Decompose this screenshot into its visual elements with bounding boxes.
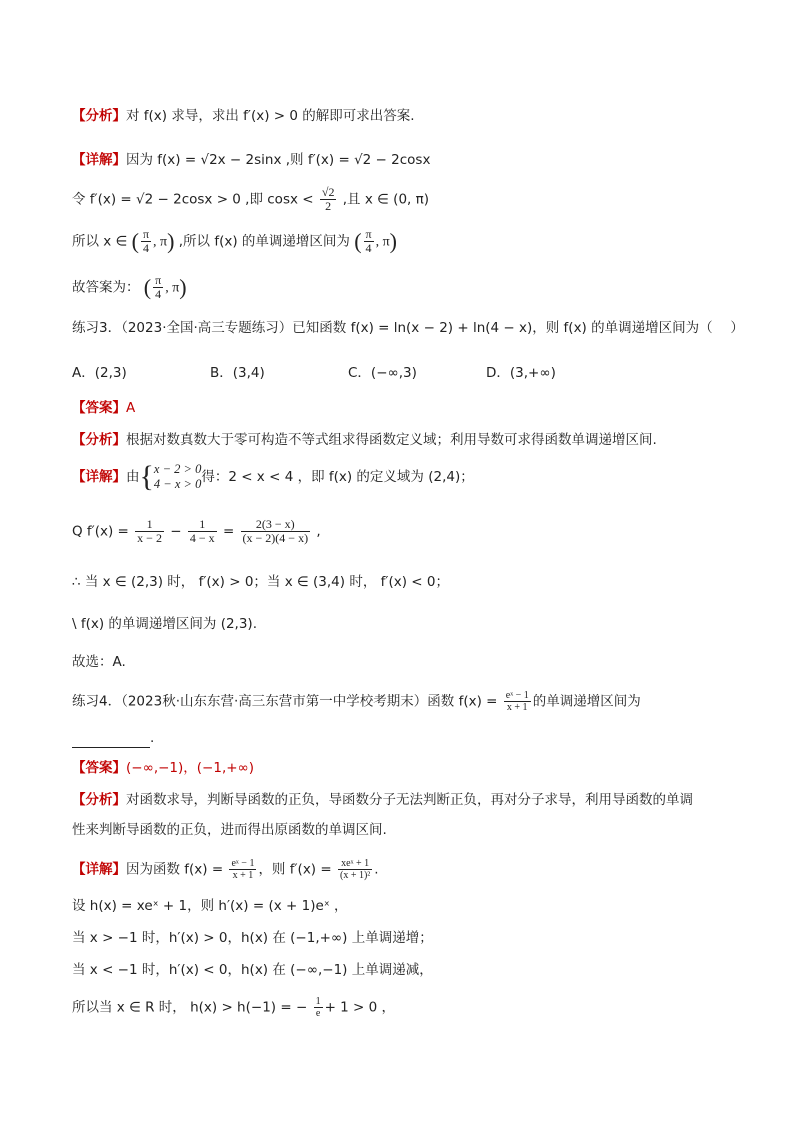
practice4-final (72, 996, 395, 1019)
practice3-question (72, 318, 744, 338)
detail-line-3: 所以 x ∈ ( $\frac{\pi}{4}$ , π) ,所以 f(x) 的单调递增区间为 ( $\frac{\pi}{4}$ , π) (72, 227, 397, 255)
fraction-3 (241, 518, 311, 545)
option-d (486, 361, 556, 381)
detail-tag: 【详解】 (72, 152, 126, 168)
practice3-conclusion (72, 614, 257, 634)
practice3-question-text: 练习3．（2023·全国·高三专题练习）已知函数 f(x) = ln(x − 2) + ln(4 − x)，则 f(x) 的单调递增区间为（ ） (72, 320, 744, 336)
fraction-numerator: 1 (188, 518, 217, 532)
fraction-numerator: √2 (321, 185, 335, 199)
answer-tag: 【答案】 (72, 400, 126, 416)
final-text: 所以当 x ∈ R 时， h(x) > h(−1) = − (72, 999, 308, 1016)
equals-sign: = (222, 523, 235, 540)
final-end: + 1 > 0 ， (324, 999, 396, 1016)
fraction-numerator: π (142, 227, 150, 241)
inequality-system (154, 462, 201, 492)
practice3-answer (72, 398, 135, 418)
fraction-denominator: 4 (365, 241, 372, 255)
practice3-cases (72, 572, 449, 592)
fraction-denominator: 4 − x (189, 531, 215, 545)
choose-text: 故选：A. (72, 654, 126, 670)
one-over-e-fraction (314, 996, 323, 1019)
detail-tag: 【详解】 (72, 469, 126, 485)
fraction-numerator: 1 (315, 996, 321, 1007)
fraction-denominator: (x − 2)(4 − x) (242, 531, 309, 545)
pi-over-4-fraction (141, 228, 151, 255)
fraction-numerator: 2(3 − x) (241, 518, 311, 532)
pi-text: , π (153, 234, 168, 250)
practice4-case-2 (72, 960, 433, 980)
period: . (150, 730, 155, 746)
fraction-denominator: 2 (325, 199, 332, 213)
pi-text: , π (165, 280, 180, 296)
derivative-text: ，则 f′(x) = (258, 861, 332, 878)
answer-value: A (126, 400, 136, 416)
analysis-tag: 【分析】 (72, 108, 126, 124)
practice3-derivative (72, 518, 321, 545)
fraction-1 (135, 518, 164, 545)
period: . (374, 861, 379, 878)
option-a (72, 361, 127, 381)
fraction-2 (188, 518, 217, 545)
fprime-fraction (338, 858, 372, 881)
practice4-blank-line (72, 728, 154, 748)
analysis-text: 对 f(x) 求导，求出 f′(x) > 0 的解即可求出答案. (126, 108, 415, 124)
comma: , (316, 523, 321, 540)
detail-text: 因为 f(x) = √2x − 2sinx ,则 f′(x) = √2 − 2cosx (126, 152, 431, 168)
conclusion-text: \ f(x) 的单调递增区间为 (2,3). (72, 616, 257, 632)
fraction-denominator: e (315, 1008, 321, 1019)
fraction-denominator: 4 (155, 287, 162, 301)
pi-over-4-fraction-2 (364, 228, 374, 255)
answer-value: (−∞,−1)，(−1,+∞) (126, 760, 255, 776)
answer-tag: 【答案】 (72, 760, 126, 776)
fraction-numerator: xeˣ + 1 (338, 858, 372, 870)
fraction-denominator: 4 (143, 241, 149, 255)
answer-line-1: 故答案为： ( $\frac{\pi}{4}$ , π) (72, 273, 187, 301)
option-a-label: A．(2,3) (72, 365, 127, 381)
detail-line-2 (72, 186, 429, 213)
practice4-detail (72, 858, 379, 881)
derivative-prefix: Q f′(x) = (72, 523, 129, 540)
detail-line-1 (72, 150, 430, 170)
pi-text: , π (375, 234, 390, 250)
option-b-label: B．(3,4) (210, 365, 265, 381)
practice3-analysis (72, 430, 657, 450)
analysis-line-1 (72, 106, 415, 126)
analysis-tag: 【分析】 (72, 792, 126, 808)
detail-text: 由 (126, 469, 140, 485)
analysis-text: 对函数求导，判断导函数的正负，导函数分子无法判断正负，再对分子求导，利用导函数的单调 (126, 792, 693, 808)
practice4-question-end: 的单调递增区间为 (532, 693, 641, 710)
analysis-text-2: 性来判断导函数的正负，进而得出原函数的单调区间. (72, 822, 387, 838)
fx-fraction (504, 690, 531, 713)
inequality-text: 令 f′(x) = √2 − 2cosx > 0 ,即 cosx < (72, 191, 314, 208)
fraction-numerator: 1 (135, 518, 164, 532)
interval-text: ,所以 f(x) 的单调递增区间为 (178, 233, 350, 250)
fraction-numerator: π (365, 227, 372, 241)
fraction-denominator: (x + 1)² (339, 870, 371, 881)
cases-text: ∴ 当 x ∈ (2,3) 时， f′(x) > 0；当 x ∈ (3,4) 时， f′(x) < 0； (72, 574, 449, 590)
analysis-tag: 【分析】 (72, 432, 126, 448)
practice3-choose (72, 652, 126, 672)
detail-tag: 【详解】 (72, 861, 126, 878)
so-text: 所以 x ∈ (72, 233, 128, 250)
practice4-h-def (72, 896, 348, 916)
practice4-analysis-1 (72, 790, 693, 810)
practice4-case-1 (72, 928, 433, 948)
answer-blank (72, 747, 150, 748)
fx-fraction-2 (229, 858, 256, 881)
pi-over-4-fraction-3 (153, 274, 163, 301)
domain-text: ,且 x ∈ (0, π) (342, 191, 430, 208)
practice4-analysis-2 (72, 820, 387, 840)
fraction-denominator: x − 2 (137, 531, 162, 545)
minus-sign: − (170, 523, 182, 540)
fraction-denominator: x + 1 (506, 702, 528, 713)
answer-prefix: 故答案为： (72, 279, 140, 296)
system-row-1: x − 2 > 0 (153, 462, 202, 476)
option-d-label: D．(3,+∞) (486, 365, 556, 381)
option-c-label: C．(−∞,3) (348, 365, 417, 381)
option-c (348, 361, 417, 381)
h-definition: 设 h(x) = xeˣ + 1，则 h′(x) = (x + 1)eˣ ， (72, 898, 348, 914)
case-1-text: 当 x > −1 时，h′(x) > 0，h(x) 在 (−1,+∞) 上单调递增； (72, 930, 433, 946)
case-2-text: 当 x < −1 时，h′(x) < 0，h(x) 在 (−∞,−1) 上单调递减， (72, 962, 433, 978)
practice4-question-text: 练习4．（2023秋·山东东营·高三东营市第一中学校考期末）函数 f(x) = (72, 693, 498, 710)
option-b (210, 361, 265, 381)
fraction-denominator: x + 1 (232, 870, 254, 881)
practice3-detail: 【详解】由{ x − 2 > 0 4 − x > 0 得：2 < x < 4 ，即 f(x) 的定义域为 (2,4)； (72, 460, 474, 493)
detail-text: 因为函数 f(x) = (126, 861, 224, 878)
practice4-question (72, 690, 641, 713)
practice4-answer (72, 758, 254, 778)
detail-conclusion: 得：2 < x < 4 ，即 f(x) 的定义域为 (2,4)； (201, 469, 474, 485)
fraction-numerator: eˣ − 1 (231, 858, 255, 869)
fraction-numerator: π (155, 273, 162, 287)
analysis-text: 根据对数真数大于零可构造不等式组求得函数定义域；利用导数可求得函数单调递增区间. (126, 432, 657, 448)
fraction-numerator: eˣ − 1 (505, 690, 529, 701)
sqrt2-over-2-fraction (320, 186, 337, 213)
system-row-2: 4 − x > 0 (153, 477, 202, 491)
